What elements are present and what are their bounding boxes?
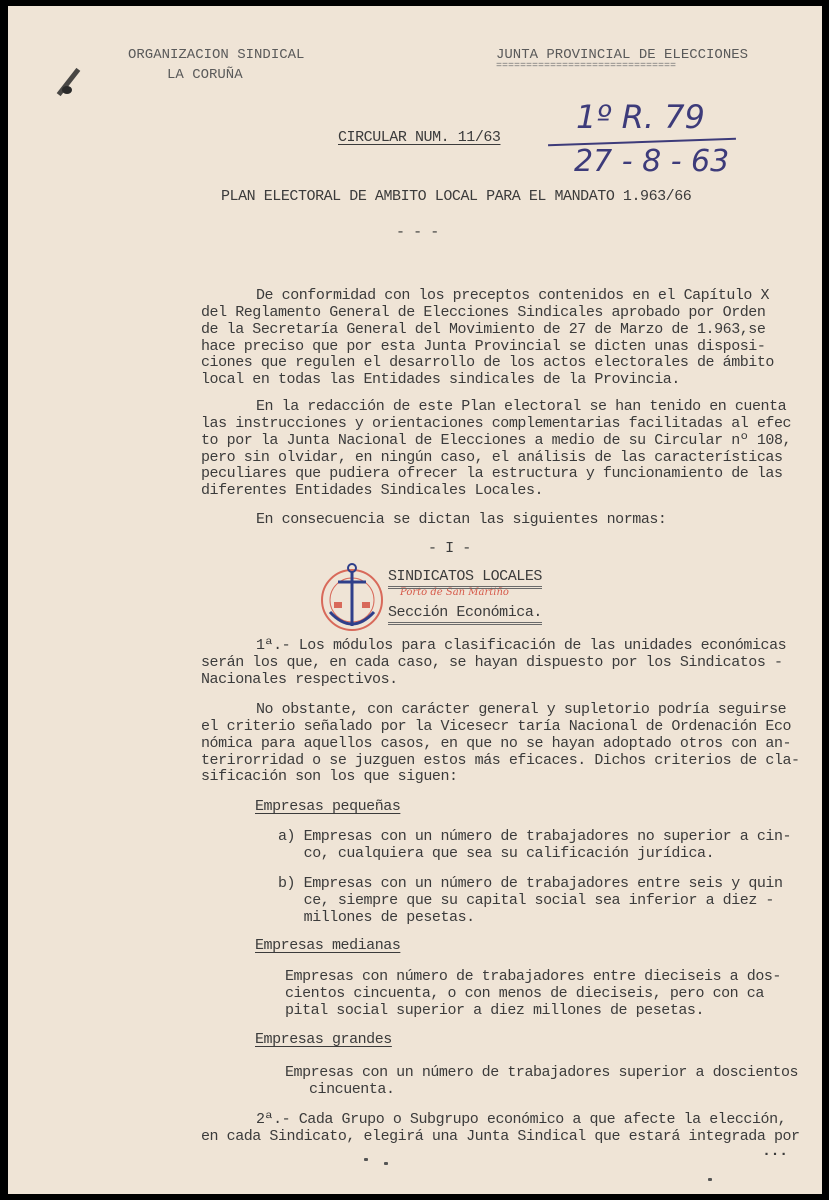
stamp-caption: Porto de San Martiño <box>400 587 509 598</box>
para-line: las instrucciones y orientaciones complementarias facilitadas al efec <box>201 415 792 432</box>
medium-line: pital social superior a diez millones de pesetas. <box>285 1002 705 1019</box>
title-separator: - - - <box>396 224 439 241</box>
large-line: Empresas con un número de trabajadores superior a doscientos <box>285 1064 799 1081</box>
continuation-dots: ... <box>762 1143 788 1160</box>
paper-speck <box>384 1162 388 1165</box>
junta-heading: JUNTA PROVINCIAL DE ELECCIONES <box>496 47 749 63</box>
para-line: 2ª.- Cada Grupo o Subgrupo económico a que afecte la elección, <box>256 1111 787 1128</box>
para-line: local en todas las Entidades sindicales de la Provincia. <box>201 371 680 388</box>
paper-speck <box>364 1158 368 1161</box>
para-line: el criterio señalado por la Vicesecr taría Nacional de Ordenación Eco <box>201 718 792 735</box>
document-page <box>8 6 822 1194</box>
item-a-line: co, cualquiera que sea su calificación jurídica. <box>278 845 715 862</box>
para-line: peculiares que pudiera ofrecer la estructura y funcionamiento de las <box>201 465 783 482</box>
para-line: De conformidad con los preceptos contenidos en el Capítulo X <box>256 287 770 304</box>
para-line: terirorridad o se juzguen estos más eficaces. Dichos criterios de cla- <box>201 752 800 769</box>
para-line: nómica para aquellos casos, en que no se hayan adoptado otros con an- <box>201 735 792 752</box>
item-a-line: a) Empresas con un número de trabajadores no superior a cin- <box>278 828 792 845</box>
para-line: del Reglamento General de Elecciones Sindicales aprobado por Orden <box>201 304 766 321</box>
para-line: No obstante, con carácter general y supletorio podría seguirse <box>256 701 787 718</box>
section-title: SINDICATOS LOCALES <box>388 569 542 589</box>
org-line-2: LA CORUÑA <box>167 67 243 83</box>
handwritten-date: 27 - 8 - 63 <box>574 144 730 179</box>
para-line: hace preciso que por esta Junta Provincial se dicten unas disposi- <box>201 338 766 355</box>
plan-title: PLAN ELECTORAL DE AMBITO LOCAL PARA EL MANDATO 1.963/66 <box>221 188 692 205</box>
large-line: cincuenta. <box>309 1081 395 1098</box>
para-line: pero sin olvidar, en ningún caso, el análisis de las características <box>201 449 783 466</box>
heading-large-companies: Empresas grandes <box>255 1031 392 1048</box>
heading-medium-companies: Empresas medianas <box>255 937 401 954</box>
para-line: 1ª.- Los módulos para clasificación de las unidades económicas <box>256 637 787 654</box>
handwritten-reference: 1º R. 79 <box>576 98 705 136</box>
para-line: ciones que regulen el desarrollo de los actos electorales de ámbito <box>201 354 774 371</box>
para-line: serán los que, en cada caso, se hayan dispuesto por los Sindicatos - <box>201 654 783 671</box>
ink-smudge <box>62 86 72 94</box>
para-line: en cada Sindicato, elegirá una Junta Sindical que estará integrada por <box>201 1128 800 1145</box>
para-line: Nacionales respectivos. <box>201 671 398 688</box>
circular-number: CIRCULAR NUM. 11/63 <box>338 129 501 146</box>
org-line-1: ORGANIZACION SINDICAL <box>128 47 305 63</box>
paragraph-consecuencia: En consecuencia se dictan las siguientes normas: <box>256 511 667 528</box>
item-b-line: ce, siempre que su capital social sea inferior a diez - <box>278 892 774 909</box>
junta-underline: ============================== <box>496 61 677 72</box>
heading-small-companies: Empresas pequeñas <box>255 798 401 815</box>
medium-line: cientos cincuenta, o con menos de dieciseis, pero con ca <box>285 985 764 1002</box>
para-line: En la redacción de este Plan electoral se han tenido en cuenta <box>256 398 787 415</box>
para-line: to por la Junta Nacional de Elecciones a medio de su Circular nº 108, <box>201 432 792 449</box>
para-line: diferentes Entidades Sindicales Locales. <box>201 482 544 499</box>
section-number: - I - <box>428 540 471 557</box>
medium-line: Empresas con número de trabajadores entre dieciseis a dos- <box>285 968 781 985</box>
subsection-title: Sección Económica. <box>388 605 542 625</box>
item-b-line: b) Empresas con un número de trabajadores entre seis y quin <box>278 875 783 892</box>
item-b-line: millones de pesetas. <box>278 909 475 926</box>
para-line: sificación son los que siguen: <box>201 768 458 785</box>
paper-speck <box>708 1178 712 1181</box>
para-line: de la Secretaría General del Movimiento de 27 de Marzo de 1.963,se <box>201 321 766 338</box>
